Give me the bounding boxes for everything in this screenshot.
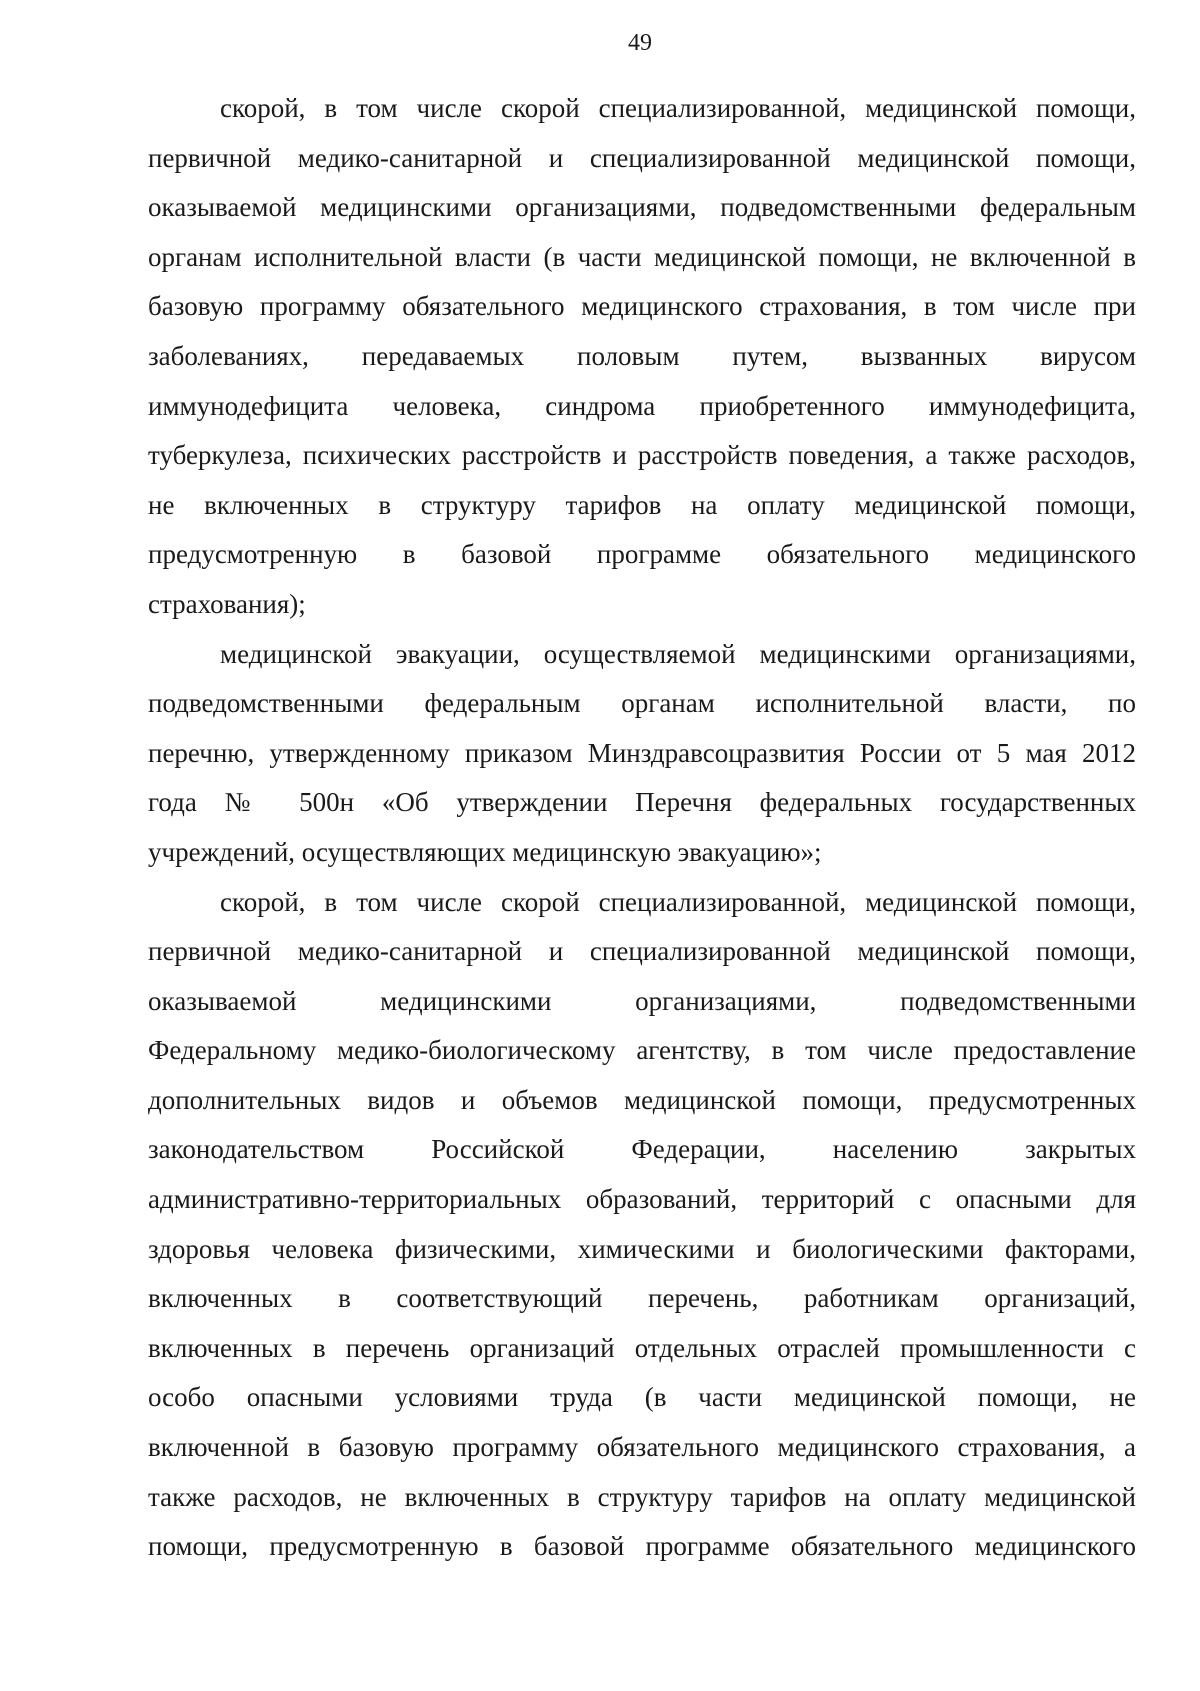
text-line: включенной в базовую программу обязательного медицинского страхования, а: [148, 1432, 1136, 1463]
page-number: 49: [628, 30, 652, 56]
paragraph-1: [148, 84, 1136, 630]
text-line: предусмотренную в базовой программе обязательного медицинского: [148, 539, 1136, 570]
text-line: туберкулеза, психических расстройств и расстройств поведения, а также расходов,: [148, 440, 1136, 471]
text-line: иммунодефицита человека, синдрома приобретенного иммунодефицита,: [148, 390, 1136, 421]
paragraph-2: [148, 630, 1136, 878]
text-line: не включенных в структуру тарифов на оплату медицинской помощи,: [148, 489, 1136, 520]
text-line: особо опасными условиями труда (в части медицинской помощи, не: [148, 1382, 1136, 1413]
text-line: оказываемой медицинскими организациями, подведомственными: [148, 985, 1136, 1016]
text-line: оказываемой медицинскими организациями, подведомственными федеральным: [148, 192, 1136, 223]
text-line: Федеральному медико-биологическому агентству, в том числе предоставление: [148, 1035, 1136, 1066]
text-line: также расходов, не включенных в структуру тарифов на оплату медицинской: [148, 1481, 1136, 1512]
paragraph-3: [148, 878, 1136, 1572]
text-line: первичной медико-санитарной и специализированной медицинской помощи,: [148, 142, 1136, 173]
text-line: подведомственными федеральным органам исполнительной власти, по: [148, 688, 1136, 719]
text-line: здоровья человека физическими, химическими и биологическими факторами,: [148, 1233, 1136, 1264]
text-line: скорой, в том числе скорой специализированной, медицинской помощи,: [220, 93, 1136, 123]
text-line: скорой, в том числе скорой специализированной, медицинской помощи,: [220, 886, 1136, 917]
text-line: органам исполнительной власти (в части медицинской помощи, не включенной в: [148, 241, 1136, 272]
text-line: базовую программу обязательного медицинского страхования, в том числе при: [148, 291, 1136, 322]
text-line: помощи, предусмотренную в базовой программе обязательного медицинского: [148, 1531, 1136, 1562]
text-line: административно-территориальных образований, территорий с опасными для: [148, 1184, 1136, 1215]
text-line: страхования);: [148, 588, 306, 619]
text-line: перечню, утвержденному приказом Минздравсоцразвития России от 5 мая 2012: [148, 737, 1136, 768]
text-line: включенных в перечень организаций отдельных отраслей промышленности с: [148, 1332, 1136, 1363]
text-line: медицинской эвакуации, осуществляемой медицинскими организациями,: [220, 638, 1136, 669]
text-line: года № 500н «Об утверждении Перечня федеральных государственных: [148, 787, 1136, 818]
text-line: включенных в соответствующий перечень, работникам организаций,: [148, 1283, 1136, 1314]
text-line: первичной медико-санитарной и специализированной медицинской помощи,: [148, 936, 1136, 967]
text-line: законодательством Российской Федерации, населению закрытых: [148, 1134, 1136, 1165]
document-body: [148, 84, 1136, 1572]
text-line: заболеваниях, передаваемых половым путем, вызванных вирусом: [148, 340, 1136, 371]
text-line: дополнительных видов и объемов медицинской помощи, предусмотренных: [148, 1084, 1136, 1115]
text-line: учреждений, осуществляющих медицинскую эвакуацию»;: [148, 836, 822, 867]
